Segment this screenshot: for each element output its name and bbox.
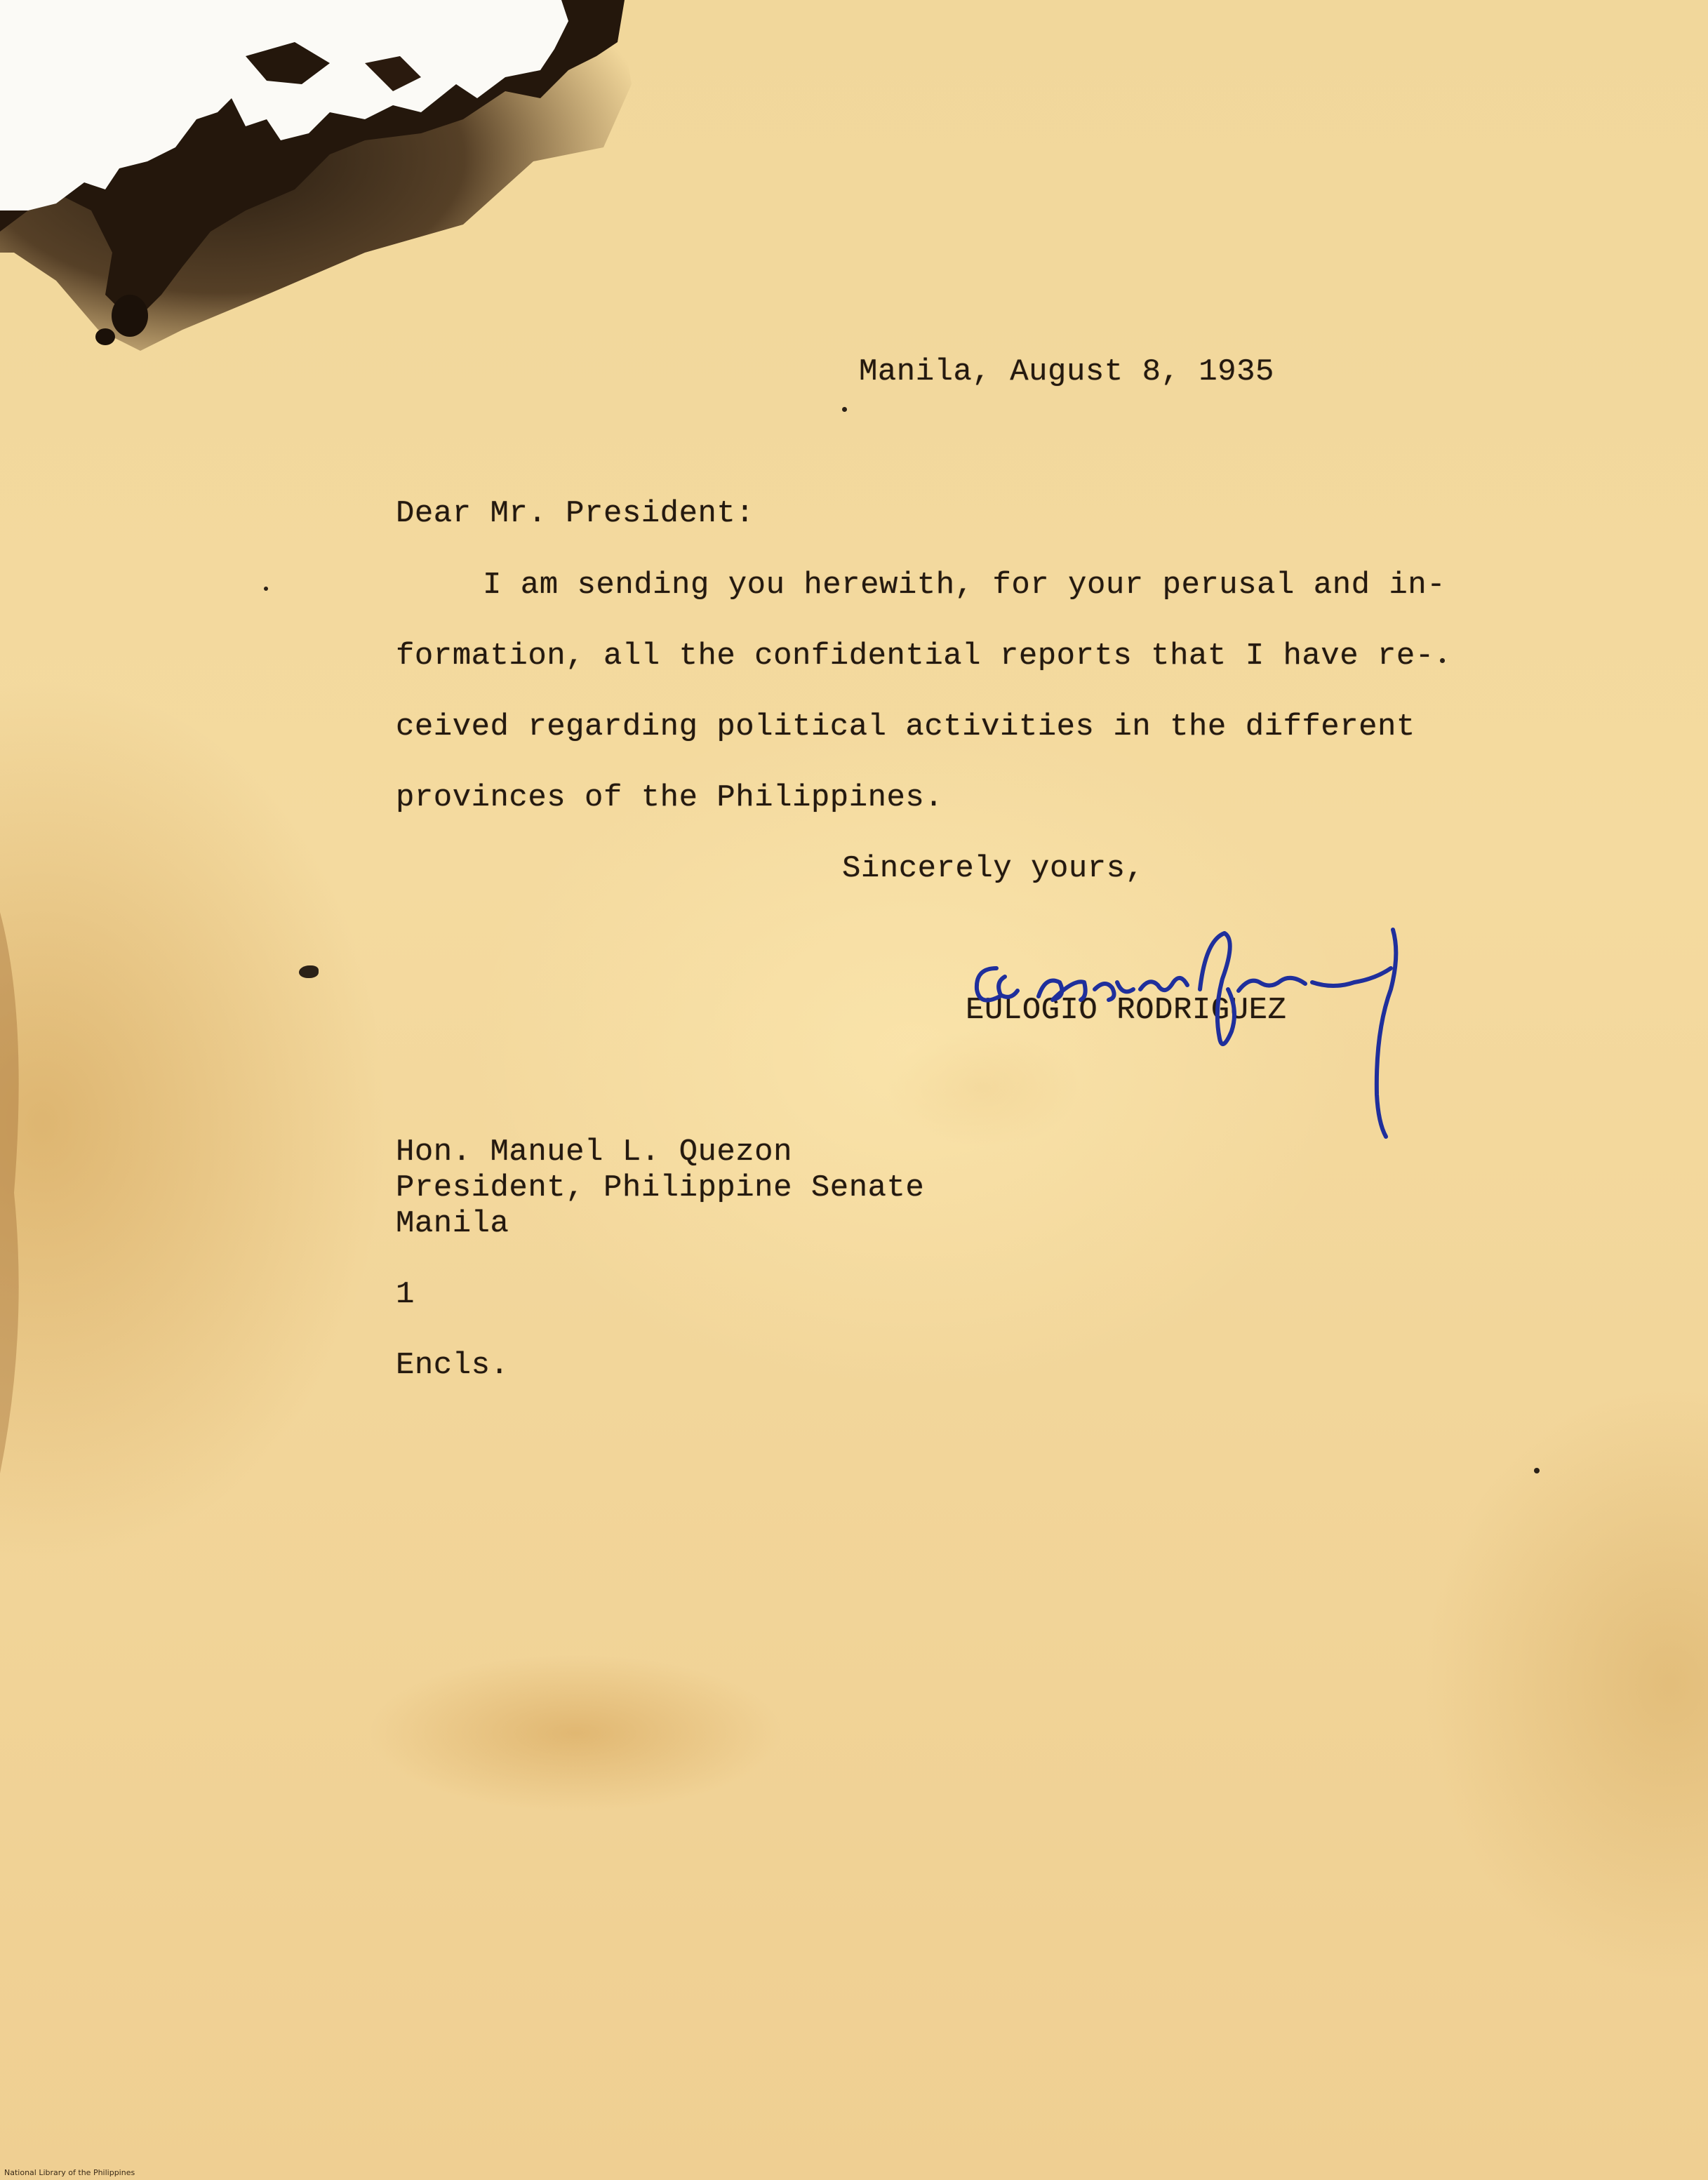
body-line-3: ceived regarding political activities in the different — [396, 709, 1415, 744]
body-line-2: formation, all the confidential reports that I have re- — [396, 638, 1434, 674]
paper-speck — [1534, 1468, 1540, 1473]
paper-speck — [842, 407, 847, 412]
closing: Sincerely yours, — [842, 851, 1145, 886]
handwritten-signature — [961, 912, 1425, 1151]
body-line-1: I am sending you herewith, for your perusal and in- — [483, 568, 1446, 603]
signer-name: EULOGIO RODRIGUEZ — [966, 993, 1287, 1028]
paper-speck — [264, 587, 268, 591]
paper-speck — [299, 965, 319, 978]
enclosure-count: 1 — [396, 1277, 415, 1312]
archive-footer: National Library of the Philippines — [4, 2168, 135, 2177]
body-line-4: provinces of the Philippines. — [396, 780, 944, 815]
recipient-line-3: Manila — [396, 1206, 509, 1241]
dateline: Manila, August 8, 1935 — [859, 354, 1274, 389]
paper-speck — [1440, 658, 1445, 663]
enclosure-label: Encls. — [396, 1348, 509, 1383]
recipient-line-2: President, Philippine Senate — [396, 1170, 925, 1205]
recipient-line-1: Hon. Manuel L. Quezon — [396, 1135, 792, 1170]
salutation: Dear Mr. President: — [396, 496, 755, 531]
